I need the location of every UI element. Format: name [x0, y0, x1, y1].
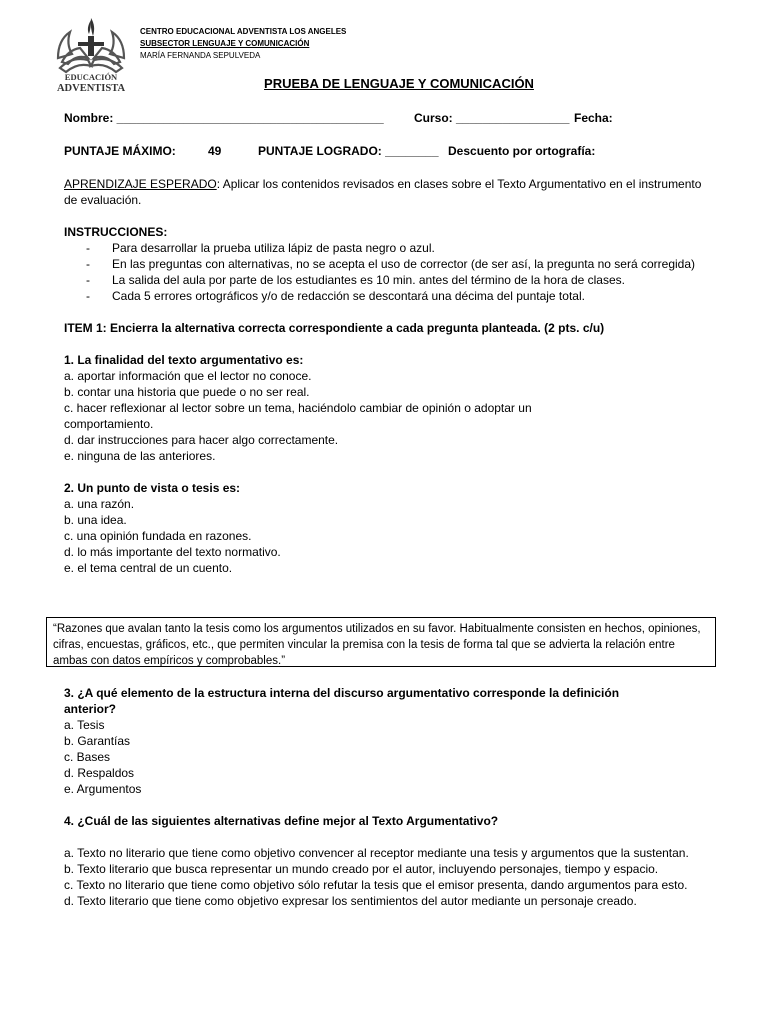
q3-option[interactable]: c. Bases	[64, 750, 111, 764]
learning-objective-text: : Aplicar los contenidos revisados en clases sobre el Texto Argumentativo en el instrumento de evaluación.	[64, 177, 702, 207]
q2-option[interactable]: d. lo más importante del texto normativo.	[64, 545, 281, 559]
q2-option[interactable]: a. una razón.	[64, 497, 135, 511]
spelling-discount-label: Descuento por ortografía:	[448, 144, 596, 158]
q1-option[interactable]: a. aportar información que el lector no conoce.	[64, 369, 312, 383]
instruction-item: - La salida del aula por parte de los estudiantes es 10 min. antes del término de la hora de clases.	[64, 272, 712, 288]
instructions-heading: INSTRUCCIONES:	[64, 225, 168, 239]
name-field[interactable]: Nombre: ________________________________________	[64, 111, 384, 125]
item1-heading: ITEM 1: Encierra la alternativa correcta correspondiente a cada pregunta planteada. (2 pts. c/u)	[64, 321, 605, 335]
question-4: 4. ¿Cuál de las siguientes alternativas define mejor al Texto Argumentativo?	[64, 814, 499, 828]
q2-option[interactable]: e. el tema central de un cuento.	[64, 561, 233, 575]
instruction-item: - Cada 5 errores ortográficos y/o de redacción se descontará una décima del puntaje total.	[64, 288, 712, 304]
question-3: 3. ¿A qué elemento de la estructura interna del discurso argumentativo corresponde la definición anterior?	[64, 686, 620, 716]
teacher-name: MARÍA FERNANDA SEPULVEDA	[140, 51, 261, 60]
subsector: SUBSECTOR LENGUAJE Y COMUNICACIÓN	[140, 39, 310, 48]
q3-option[interactable]: e. Argumentos	[64, 782, 142, 796]
q4-option[interactable]: c. Texto no literario que tiene como objetivo sólo refutar la tesis que el emisor presenta, dando argumentos para esto.	[64, 878, 688, 892]
q3-option[interactable]: b. Garantías	[64, 734, 131, 748]
instruction-item: - Para desarrollar la prueba utiliza lápiz de pasta negro o azul.	[64, 240, 712, 256]
q1-option[interactable]: b. contar una historia que puede o no ser real.	[64, 385, 310, 399]
q2-option[interactable]: b. una idea.	[64, 513, 127, 527]
logo-text-2: ADVENTISTA	[56, 83, 126, 94]
instruction-item: - En las preguntas con alternativas, no se acepta el uso de corrector (de ser así, la pregunta no será corregida)	[64, 256, 712, 272]
exam-body	[64, 110, 712, 576]
date-field[interactable]: Fecha:	[574, 111, 613, 125]
q4-option[interactable]: a. Texto no literario que tiene como objetivo convencer al receptor mediante una tesis y argumentos que la sustentan.	[64, 846, 689, 860]
q4-option[interactable]: d. Texto literario que tiene como objetivo expresar los sentimientos del autor mediante un personaje creado.	[64, 894, 637, 908]
page-title: PRUEBA DE LENGUAJE Y COMUNICACIÓN	[264, 76, 534, 91]
q1-option[interactable]: e. ninguna de las anteriores.	[64, 449, 216, 463]
q1-option[interactable]: c. hacer reflexionar al lector sobre un tema, haciéndolo cambiar de opinión o adoptar un comportamiento.	[64, 401, 532, 431]
logo-text-1: EDUCACIÓN	[64, 72, 118, 82]
score-line	[64, 143, 712, 159]
question-2: 2. Un punto de vista o tesis es:	[64, 481, 241, 495]
course-field[interactable]: Curso: _________________	[414, 111, 570, 125]
instructions-list	[64, 240, 712, 304]
max-score-value: 49	[208, 144, 222, 158]
q2-option[interactable]: c. una opinión fundada en razones.	[64, 529, 252, 543]
max-score-label: PUNTAJE MÁXIMO:	[64, 144, 176, 158]
q4-option[interactable]: b. Texto literario que busca representar un mundo creado por el autor, incluyendo personajes, tiempo y espacio.	[64, 862, 659, 876]
student-info-line	[64, 110, 712, 126]
q1-option[interactable]: d. dar instrucciones para hacer algo correctamente.	[64, 433, 339, 447]
learning-objective	[64, 176, 712, 208]
school-name: CENTRO EDUCACIONAL ADVENTISTA LOS ANGELES	[140, 27, 347, 36]
exam-body-continued	[64, 685, 712, 909]
q3-option[interactable]: a. Tesis	[64, 718, 105, 732]
achieved-score-field[interactable]: PUNTAJE LOGRADO: ________	[258, 144, 439, 158]
q3-option[interactable]: d. Respaldos	[64, 766, 135, 780]
school-header	[140, 26, 346, 62]
definition-quote-box: “Razones que avalan tanto la tesis como los argumentos utilizados en su favor. Habitualmente consisten en hechos, opiniones, cifras, encuestas, gráficos, etc., que permiten vincular la premisa con la tesis de forma tal que se advierta la relación entre ambas con datos empíricos y comprobables.”	[46, 617, 716, 667]
question-1: 1. La finalidad del texto argumentativo es:	[64, 353, 304, 367]
learning-objective-label: APRENDIZAJE ESPERADO	[64, 177, 217, 191]
